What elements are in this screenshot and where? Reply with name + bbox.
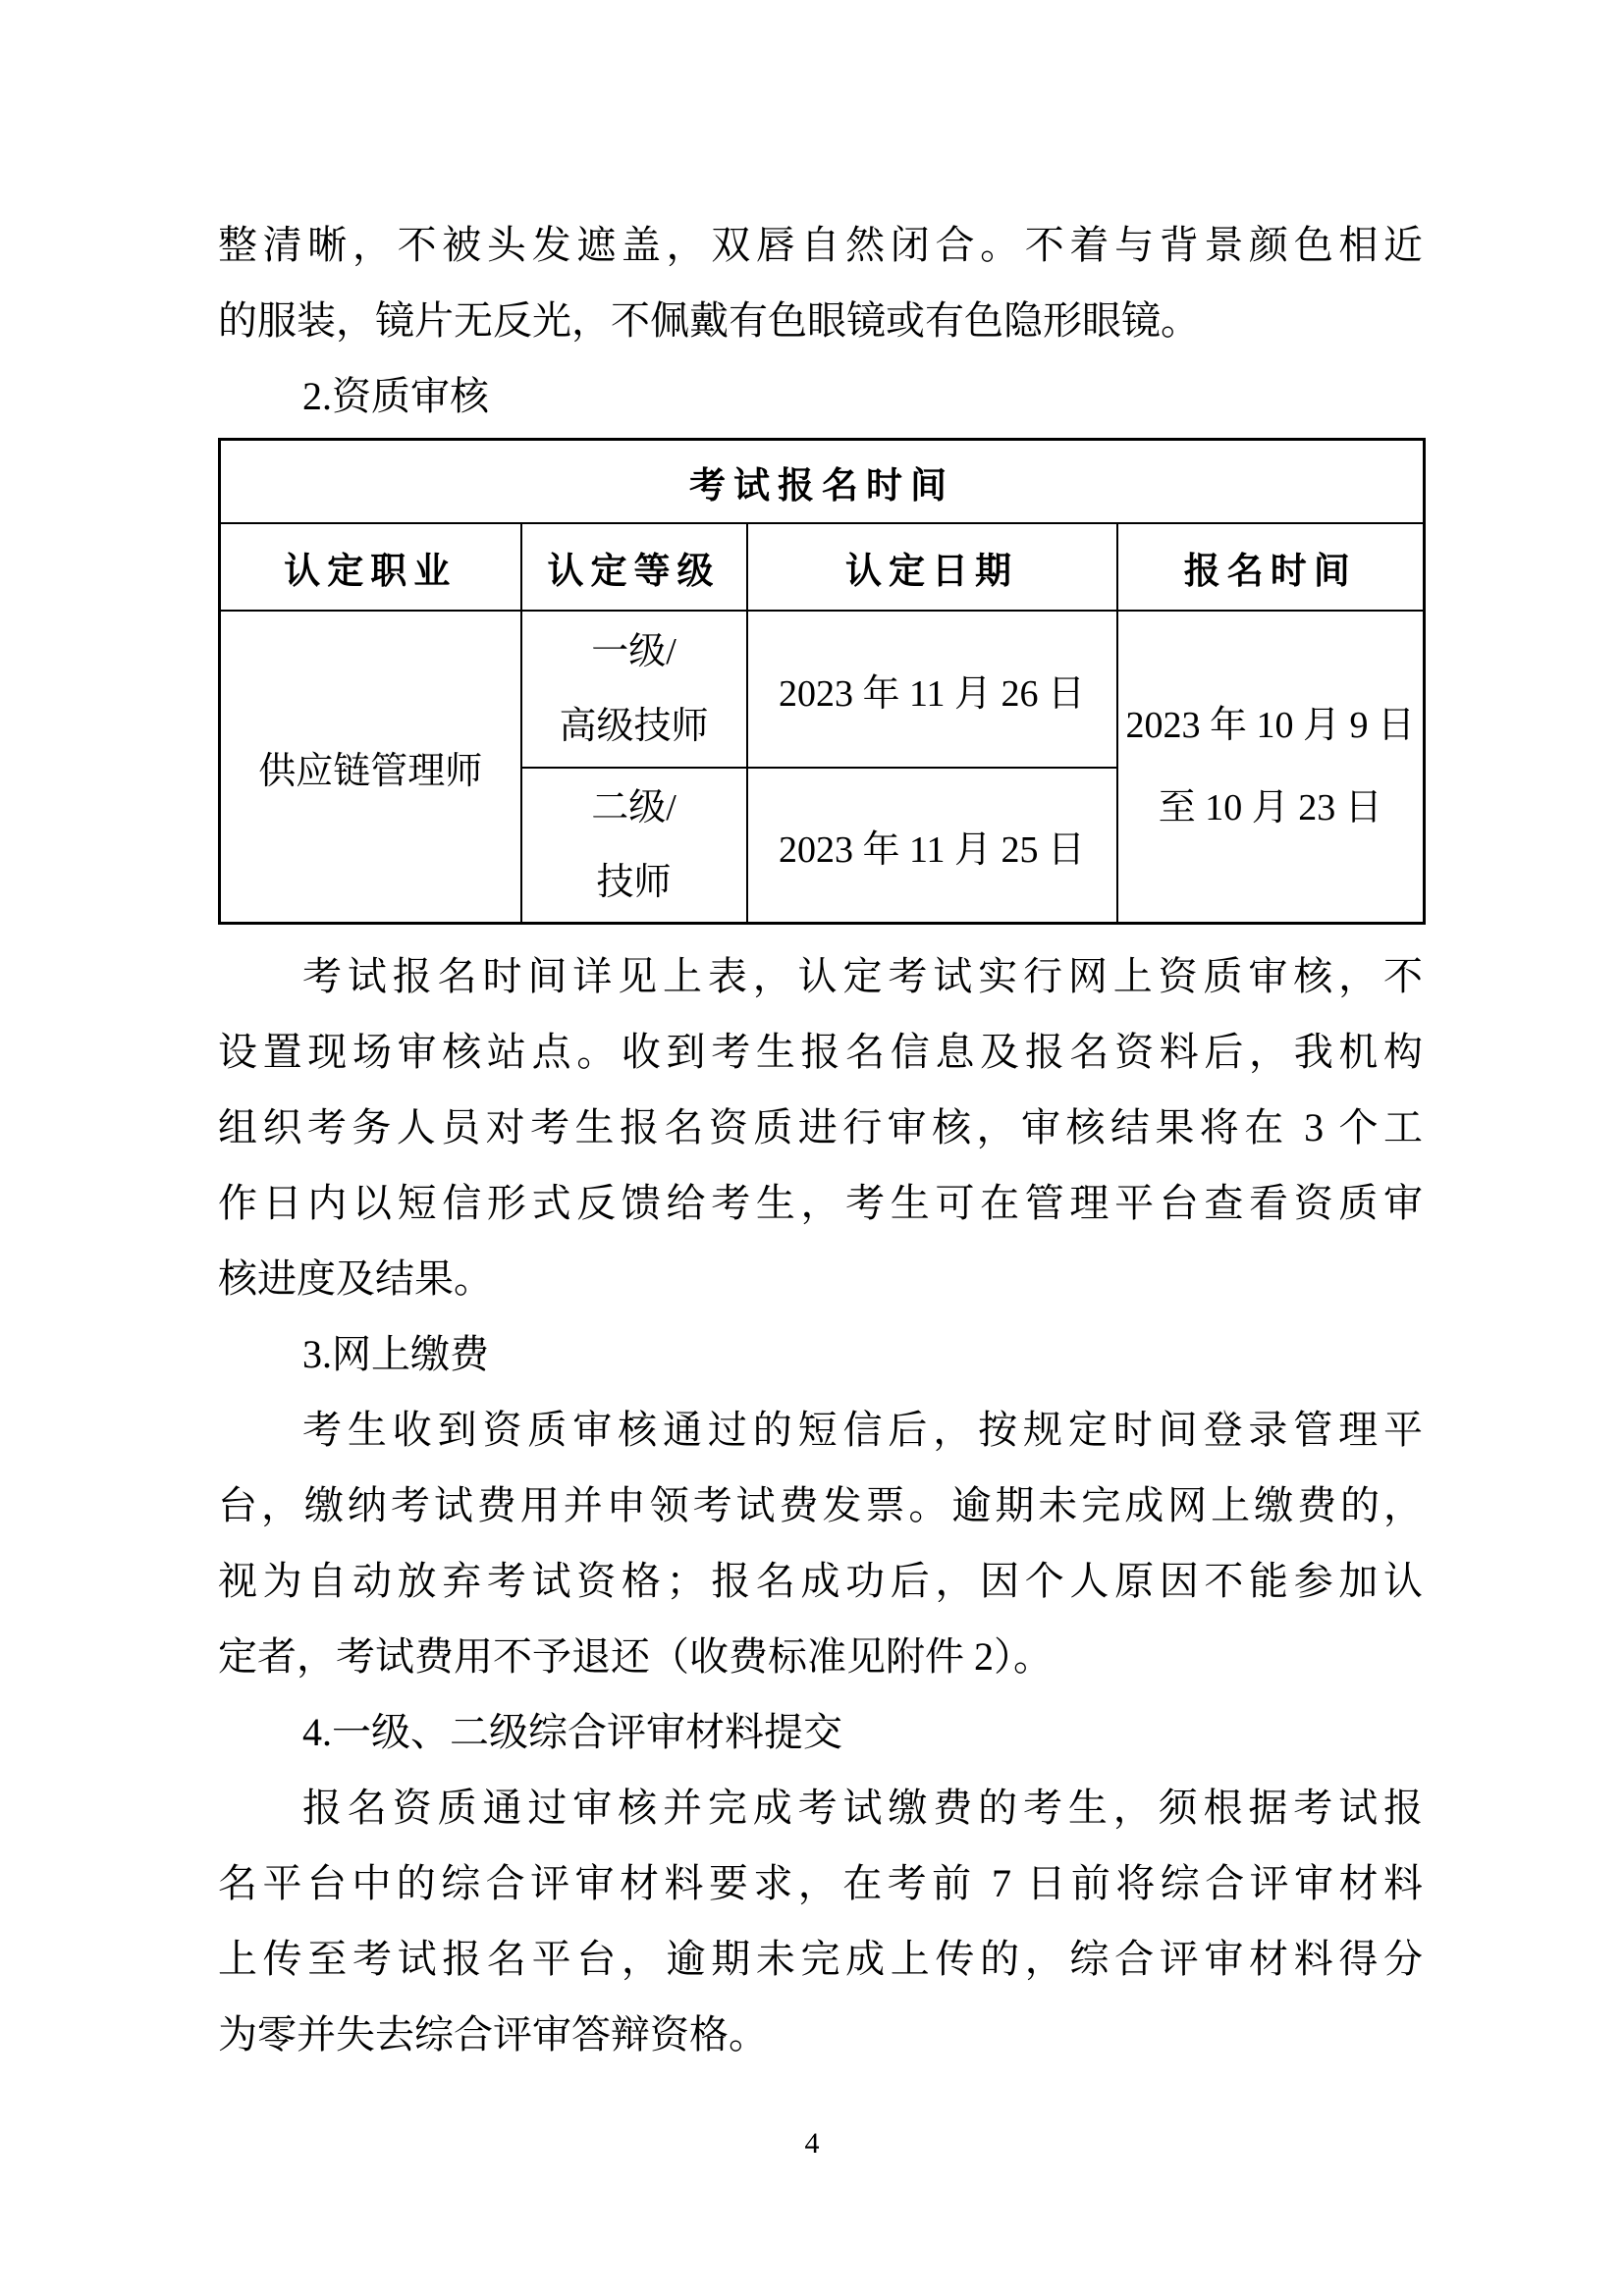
text-line: 视为自动放弃考试资格；报名成功后，因个人原因不能参加认 xyxy=(218,1559,1423,1603)
text-line: 考试报名时间详见上表，认定考试实行网上资质审核，不 xyxy=(302,954,1423,998)
header-registration-time: 报名时间 xyxy=(1117,523,1425,611)
table-title: 考试报名时间 xyxy=(220,440,1425,524)
text-line: 台，缴纳考试费用并申领考试费发票。逾期未完成网上缴费的， xyxy=(218,1483,1423,1527)
cell-occupation: 供应链管理师 xyxy=(220,611,521,924)
intro-paragraph xyxy=(218,207,1423,434)
page-number: 4 xyxy=(804,2127,820,2160)
text-line: 核进度及结果。 xyxy=(218,1256,493,1301)
header-date: 认定日期 xyxy=(747,523,1117,611)
text-line: 整清晰，不被头发遮盖，双唇自然闭合。不着与背景颜色相近 xyxy=(218,223,1423,267)
page-content xyxy=(218,207,1423,2072)
cell-level-1-line1: 一级/ xyxy=(591,631,677,672)
text-line: 组织考务人员对考生报名资质进行审核，审核结果将在 3 个工 xyxy=(218,1105,1423,1149)
table-title-row xyxy=(220,440,1425,524)
text-line: 3.网上缴费 xyxy=(302,1332,489,1376)
body-paragraphs xyxy=(218,938,1423,2072)
text-line: 考生收到资质审核通过的短信后，按规定时间登录管理平 xyxy=(302,1408,1423,1452)
text-line: 的服装，镜片无反光，不佩戴有色眼镜或有色隐形眼镜。 xyxy=(218,298,1200,343)
table-row-level1 xyxy=(220,611,1425,768)
cell-level-2 xyxy=(521,768,747,924)
text-line: 为零并失去综合评审答辩资格。 xyxy=(218,2012,768,2056)
header-occupation: 认定职业 xyxy=(220,523,521,611)
text-line: 上传至考试报名平台，逾期未完成上传的，综合评审材料得分 xyxy=(218,1937,1423,1981)
text-line: 4.一级、二级综合评审材料提交 xyxy=(302,1710,842,1754)
cell-level-2-line1: 二级/ xyxy=(591,787,677,828)
text-line: 名平台中的综合评审材料要求，在考前 7 日前将综合评审材料 xyxy=(218,1861,1423,1905)
table-header-row xyxy=(220,523,1425,611)
header-level: 认定等级 xyxy=(521,523,747,611)
registration-period-line2: 至 10 月 23 日 xyxy=(1158,787,1382,828)
text-line: 2.资质审核 xyxy=(302,374,489,418)
text-line: 设置现场审核站点。收到考生报名信息及报名资料后，我机构 xyxy=(218,1030,1423,1074)
cell-date-1: 2023 年 11 月 26 日 xyxy=(747,611,1117,768)
exam-registration-time-table xyxy=(218,438,1426,925)
registration-period-line1: 2023 年 10 月 9 日 xyxy=(1125,705,1415,746)
text-line: 报名资质通过审核并完成考试缴费的考生，须根据考试报 xyxy=(302,1786,1423,1830)
text-line: 作日内以短信形式反馈给考生，考生可在管理平台查看资质审 xyxy=(218,1181,1423,1225)
cell-date-2: 2023 年 11 月 25 日 xyxy=(747,768,1117,924)
cell-registration-period xyxy=(1117,611,1425,924)
text-line: 定者，考试费用不予退还（收费标准见附件 2）。 xyxy=(218,1634,1053,1679)
cell-level-1 xyxy=(521,611,747,768)
cell-level-1-line2: 高级技师 xyxy=(559,706,709,747)
cell-level-2-line2: 技师 xyxy=(596,862,672,903)
